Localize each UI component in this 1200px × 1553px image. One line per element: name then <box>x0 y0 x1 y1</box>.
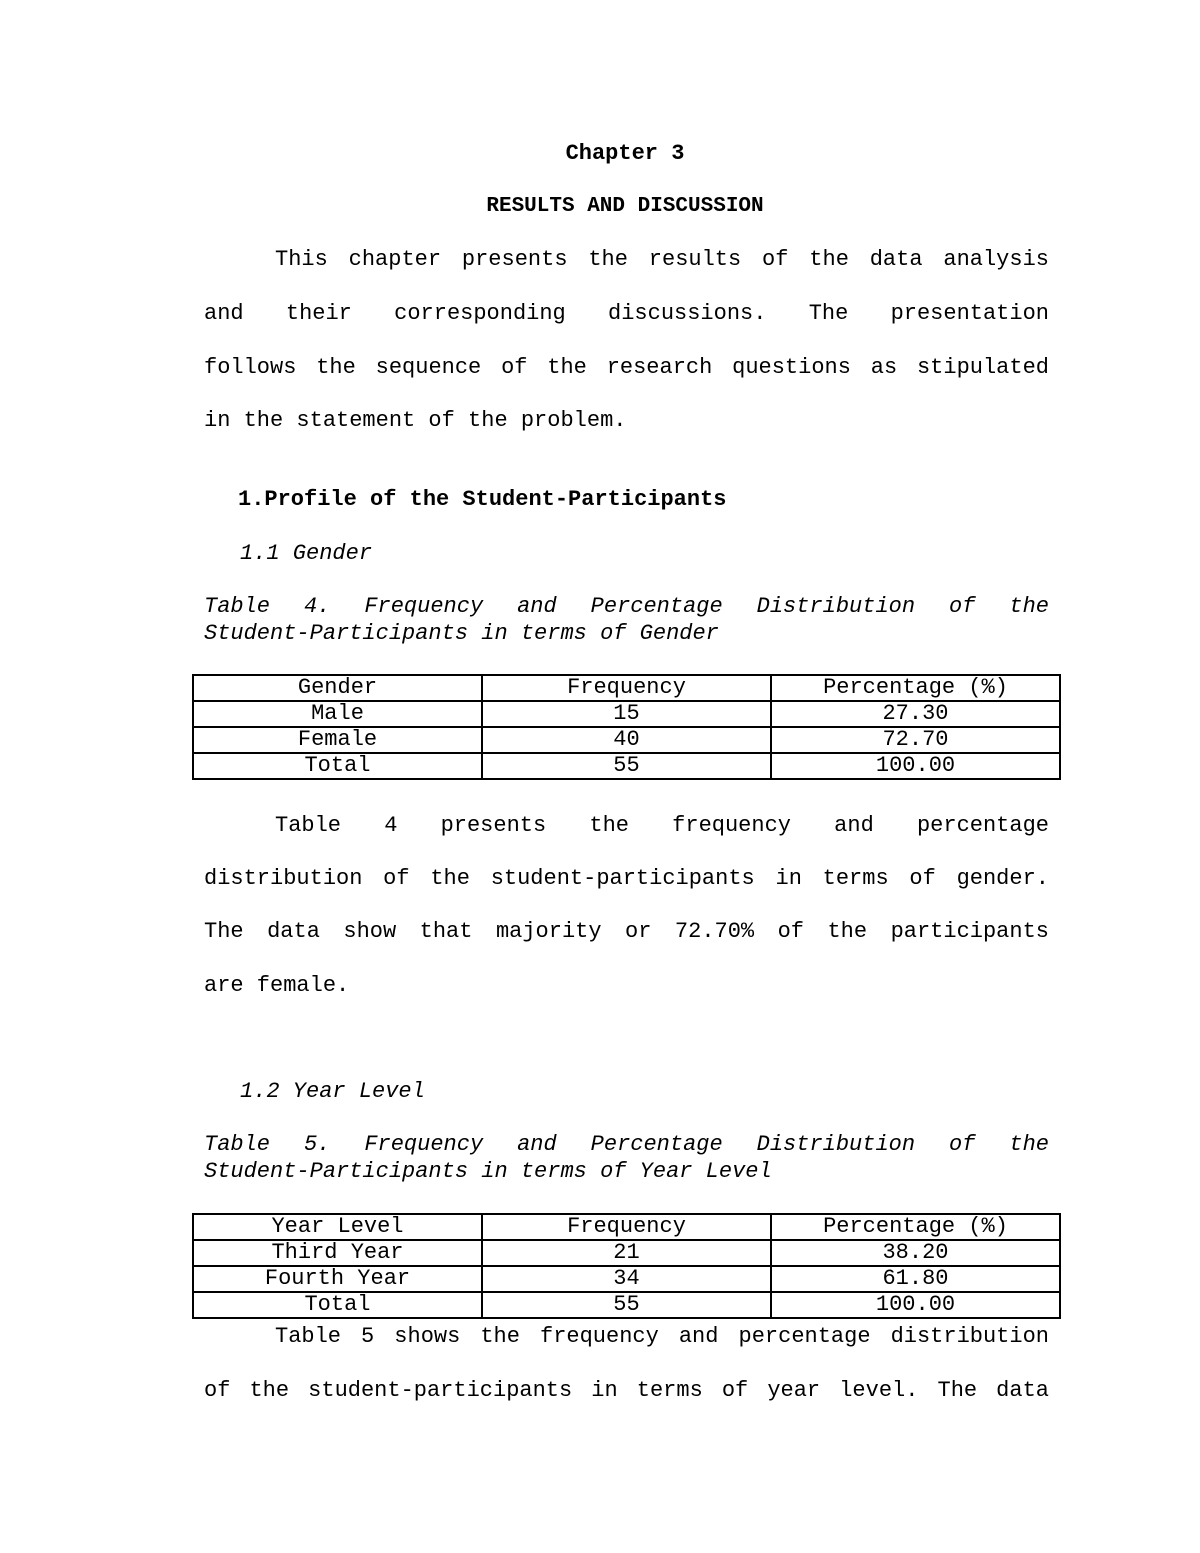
subsection-heading-year-level: 1.2 Year Level <box>240 1079 425 1104</box>
table-cell: 38.20 <box>771 1240 1060 1266</box>
table-cell: 40 <box>482 727 771 753</box>
discussion-line: Table 4 presents the frequency and percentage <box>275 813 1049 838</box>
table-cell: 61.80 <box>771 1266 1060 1292</box>
table-header-cell: Gender <box>193 675 482 701</box>
table-header-row <box>193 675 1060 701</box>
intro-line: follows the sequence of the research questions as stipulated <box>204 355 1049 380</box>
table-cell: Female <box>193 727 482 753</box>
table-cell: 55 <box>482 1292 771 1318</box>
table-header-cell: Percentage (%) <box>771 1214 1060 1240</box>
subsection-heading-gender: 1.1 Gender <box>240 541 373 566</box>
table-caption: Table 5. Frequency and Percentage Distribution of the <box>204 1132 1049 1157</box>
table-cell: Fourth Year <box>193 1266 482 1292</box>
table-caption: Student-Participants in terms of Year Level <box>204 1159 772 1184</box>
table-header-cell: Year Level <box>193 1214 482 1240</box>
table-cell: 15 <box>482 701 771 727</box>
table-row <box>193 1240 1060 1266</box>
discussion-line: The data show that majority or 72.70% of the participants <box>204 919 1049 944</box>
gender-table <box>192 674 1061 780</box>
discussion-line: distribution of the student-participants in terms of gender. <box>204 866 1049 891</box>
table-row <box>193 1292 1060 1318</box>
chapter-title: Chapter 3 <box>565 141 685 166</box>
table-cell: 72.70 <box>771 727 1060 753</box>
table-header-cell: Frequency <box>482 1214 771 1240</box>
discussion-line: are female. <box>204 973 350 998</box>
table-cell: Total <box>193 753 482 779</box>
table-cell: 21 <box>482 1240 771 1266</box>
table-cell: 55 <box>482 753 771 779</box>
chapter-heading: RESULTS AND DISCUSSION <box>486 195 764 218</box>
intro-line: and their corresponding discussions. The presentation <box>204 301 1049 326</box>
section-heading-profile: 1.Profile of the Student-Participants <box>238 487 727 512</box>
table-cell: Third Year <box>193 1240 482 1266</box>
intro-line: in the statement of the problem. <box>204 408 627 433</box>
year-level-table <box>192 1213 1061 1319</box>
discussion-line: of the student-participants in terms of year level. The data <box>204 1378 1049 1403</box>
table-caption: Table 4. Frequency and Percentage Distribution of the <box>204 594 1049 619</box>
intro-line: This chapter presents the results of the data analysis <box>275 247 1049 272</box>
table-cell: Male <box>193 701 482 727</box>
table-header-cell: Frequency <box>482 675 771 701</box>
table-cell: 34 <box>482 1266 771 1292</box>
discussion-line: Table 5 shows the frequency and percentage distribution <box>275 1324 1049 1349</box>
table-row <box>193 727 1060 753</box>
table-header-cell: Percentage (%) <box>771 675 1060 701</box>
table-row <box>193 753 1060 779</box>
table-header-row <box>193 1214 1060 1240</box>
table-cell: 27.30 <box>771 701 1060 727</box>
table-cell: 100.00 <box>771 1292 1060 1318</box>
table-row <box>193 701 1060 727</box>
table-row <box>193 1266 1060 1292</box>
table-cell: Total <box>193 1292 482 1318</box>
table-caption: Student-Participants in terms of Gender <box>204 621 719 646</box>
table-cell: 100.00 <box>771 753 1060 779</box>
